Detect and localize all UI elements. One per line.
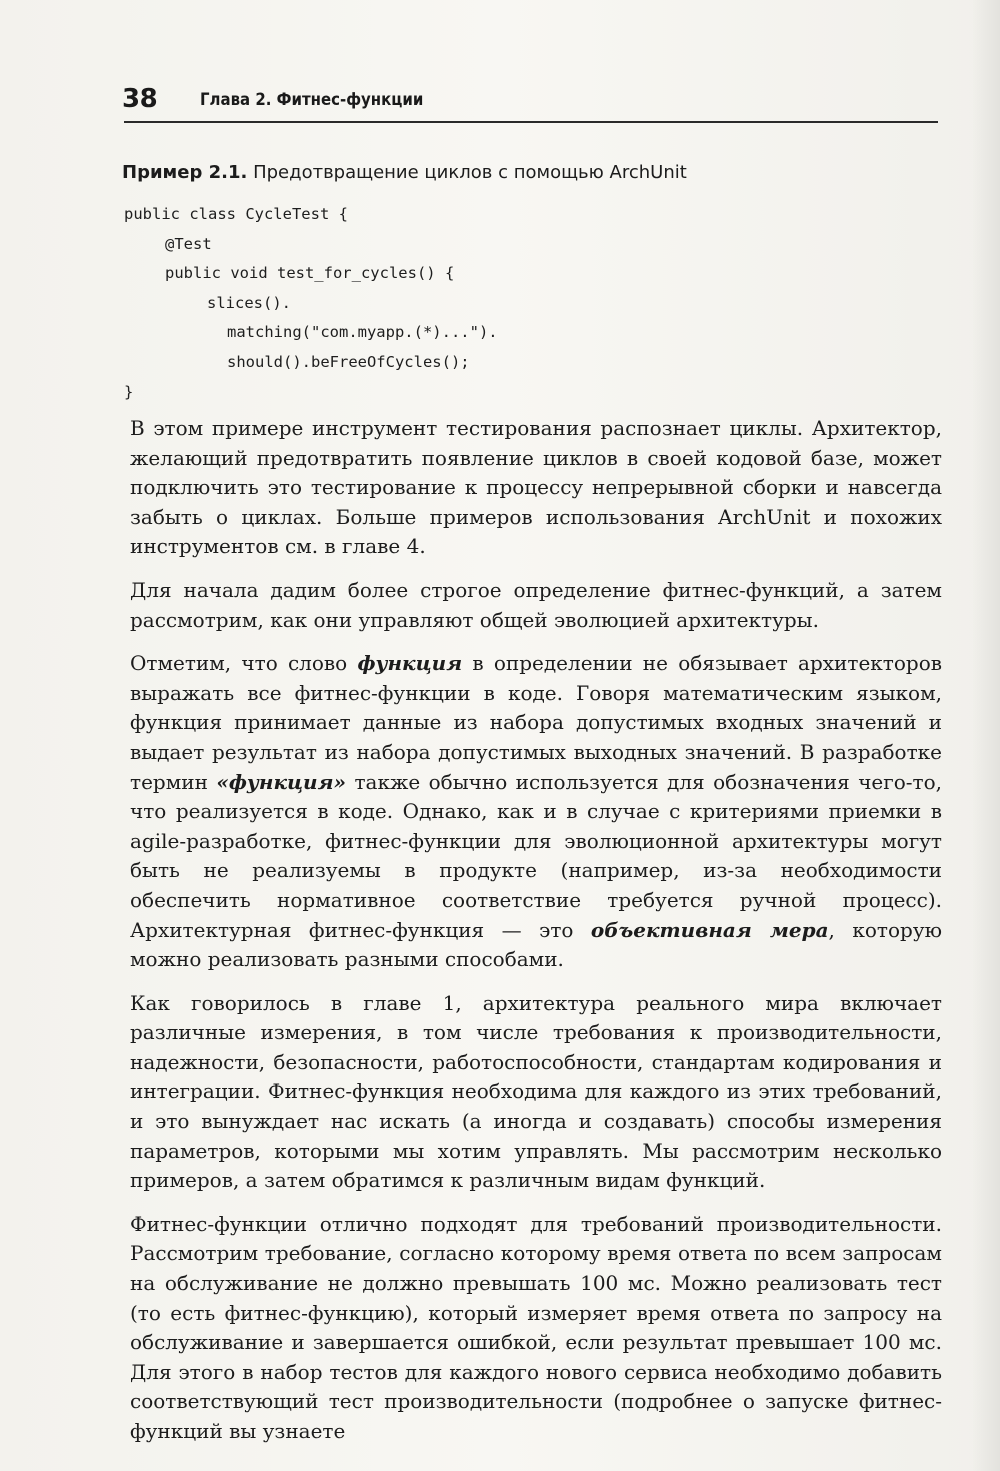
code-line: should().beFreeOfCycles(); — [227, 352, 470, 371]
code-line: @Test — [165, 234, 212, 253]
example-label: Пример 2.1. — [122, 162, 248, 183]
paragraph-4: Как говорилось в главе 1, архитектура реального мира включает различные измерения, в том числе требования к производительности, надежности, безопасности, работоспособности, стандартам кодирования и интеграции. Фитнес-функция необходима для каждого из этих требований, и это вынуждает нас искать (а иногда и создавать) способы измерения параметров, которыми мы хотим управлять. Мы рассмотрим несколько примеров, а затем обратимся к различным видам функций. — [130, 990, 942, 1193]
code-line: public void test_for_cycles() { — [165, 264, 455, 283]
emphasis-term: «функция» — [216, 769, 347, 794]
emphasis-term: функция — [357, 651, 463, 676]
paragraph-3-text: Отметим, что слово — [130, 651, 358, 676]
chapter-title: Глава 2. Фитнес-функции — [200, 90, 424, 110]
emphasis-term: объективная мера — [590, 917, 829, 942]
page-number: 38 — [122, 84, 158, 114]
paragraph-3-text: в определении не обязывает архитекторов выражать все фитнес-функции в коде. Говоря математическим языком, функция принимает данные из набора допустимых входных значений и выдает результат из набора допустимых выходных значений. В разработке термин — [130, 651, 942, 794]
paragraph-3-text: также обычно используется для обозначения чего-то, что реализуется в коде. Однако, как и в случае с критериями приемки в agile-разработке, фитнес-функции для эволюционной архитектуры могут быть не реализуемы в продукте (например, из-за необходимости обеспечить нормативное соответствие требуется ручной процесс). Архитектурная фитнес-функция — это — [130, 769, 942, 942]
example-title: Предотвращение циклов с помощью ArchUnit — [253, 162, 687, 183]
code-line: public class CycleTest { — [124, 205, 348, 223]
code-line: } — [124, 382, 134, 401]
page-edge-shadow — [972, 0, 1000, 1471]
paragraph-2: Для начала дадим более строгое определение фитнес-функций, а затем рассмотрим, как они управляют общей эволюцией архитектуры. — [130, 577, 942, 632]
paragraph-3 — [130, 649, 942, 975]
example-caption — [122, 162, 687, 183]
running-header — [122, 84, 940, 124]
code-listing — [124, 200, 498, 407]
paragraph-1: В этом примере инструмент тестирования распознает циклы. Архитектор, желающий предотвратить появление циклов в своей кодовой базе, может подключить это тестирование к процессу непрерывной сборки и навсегда забыть о циклах. Больше примеров использования ArchUnit и похожих инструментов см. в главе 4. — [130, 416, 942, 559]
code-line: slices(). — [207, 293, 291, 312]
body-text — [130, 414, 942, 1461]
header-rule — [124, 121, 938, 123]
paragraph-5: Фитнес-функции отлично подходят для требований производительности. Рассмотрим требование, согласно которому время ответа по всем запросам на обслуживание не должно превышать 100 мс. Можно реализовать тест (то есть фитнес-функцию), который измеряет время ответа по запросу на обслуживание и завершается ошибкой, если результат превышает 100 мс. Для этого в набор тестов для каждого нового сервиса необходимо добавить соответствующий тест производительности (подробнее о запуске фитнес-функций вы узнаете — [130, 1211, 942, 1443]
code-line: matching("com.myapp.(*)..."). — [227, 323, 498, 342]
paragraph-3-text: , которую можно реализовать разными способами. — [130, 917, 943, 972]
